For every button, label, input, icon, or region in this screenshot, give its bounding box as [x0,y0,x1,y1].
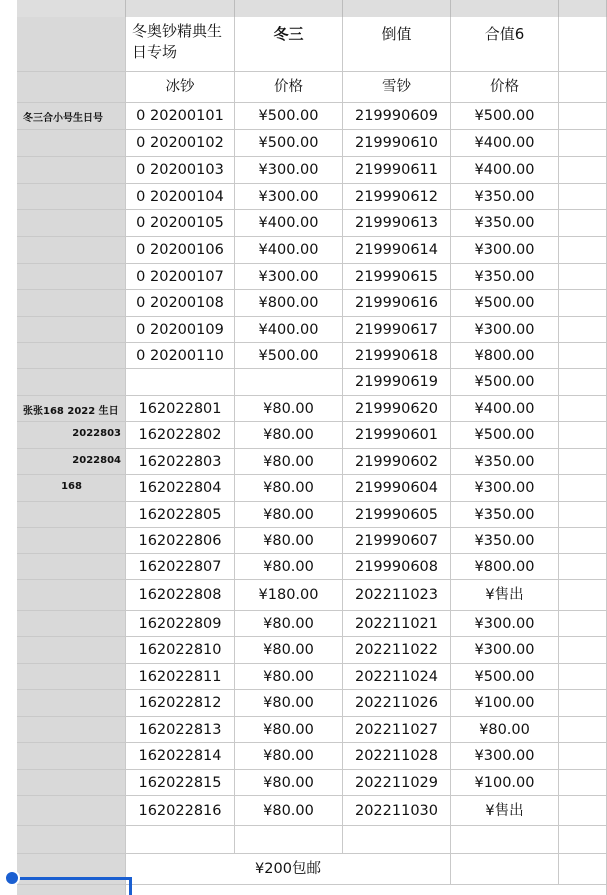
data-cell-d[interactable]: ¥300.00 [451,475,559,502]
column-header-c[interactable] [343,0,451,17]
label-cell[interactable] [17,580,126,611]
data-cell-a[interactable]: 0 20200102 [126,130,235,157]
data-cell-a[interactable]: 162022815 [126,770,235,796]
data-cell-c[interactable]: 219990616 [343,290,451,317]
data-cell-a[interactable] [126,369,235,396]
data-cell-d[interactable]: ¥300.00 [451,743,559,770]
data-cell-b[interactable]: ¥500.00 [235,130,343,157]
label-cell[interactable] [17,449,126,475]
data-cell-d[interactable]: ¥500.00 [451,369,559,396]
data-cell-e[interactable] [559,611,607,637]
data-cell-e[interactable] [559,369,607,396]
data-cell-c[interactable]: 219990614 [343,237,451,264]
data-cell-a[interactable]: 162022806 [126,528,235,554]
data-cell-c[interactable]: 202211030 [343,796,451,826]
data-cell-e[interactable] [559,210,607,237]
data-cell-a[interactable]: 162022802 [126,422,235,449]
label-cell[interactable] [17,130,126,157]
label-cell-header[interactable] [17,17,126,72]
data-cell-b[interactable]: ¥400.00 [235,210,343,237]
label-cell[interactable] [17,396,126,422]
data-cell-e[interactable] [559,130,607,157]
data-cell-a[interactable]: 0 20200101 [126,103,235,130]
subheader-c[interactable]: 雪钞 [343,72,451,103]
column-header-e[interactable] [559,0,607,17]
shipping-cell[interactable]: ¥200包邮 [126,854,451,885]
data-cell-e[interactable] [559,343,607,369]
data-cell-c[interactable]: 202211021 [343,611,451,637]
data-cell-b[interactable]: ¥80.00 [235,422,343,449]
data-cell-a[interactable]: 162022803 [126,449,235,475]
label-cell-subheader[interactable] [17,72,126,103]
data-cell-c[interactable]: 219990602 [343,449,451,475]
label-cell[interactable] [17,528,126,554]
label-cell[interactable] [17,502,126,528]
data-cell-a[interactable]: 0 20200104 [126,184,235,210]
data-cell-e[interactable] [559,103,607,130]
row-side-label: 冬三合小号生日号 [23,113,103,124]
footer-shipping-e[interactable] [559,854,607,885]
label-cell[interactable] [17,369,126,396]
data-cell-a[interactable]: 162022809 [126,611,235,637]
data-cell-e[interactable] [559,580,607,611]
data-cell-c[interactable]: 219990605 [343,502,451,528]
data-cell-b[interactable]: ¥80.00 [235,554,343,580]
data-cell-a[interactable]: 162022810 [126,637,235,664]
data-cell-d[interactable]: ¥300.00 [451,611,559,637]
data-cell-b[interactable]: ¥500.00 [235,343,343,369]
data-cell-c[interactable]: 219990615 [343,264,451,290]
data-cell-c[interactable]: 219990617 [343,317,451,343]
data-cell-b[interactable]: ¥400.00 [235,237,343,264]
data-cell-d[interactable]: ¥350.00 [451,210,559,237]
data-cell-d[interactable]: ¥300.00 [451,317,559,343]
data-cell-d[interactable]: ¥300.00 [451,237,559,264]
footer-blank-e[interactable] [559,826,607,854]
column-header-a[interactable] [126,0,235,17]
data-cell-b[interactable]: ¥80.00 [235,690,343,717]
data-cell-e[interactable] [559,237,607,264]
data-cell-e[interactable] [559,637,607,664]
footer-blank-b[interactable] [235,826,343,854]
data-cell-c[interactable]: 219990608 [343,554,451,580]
label-cell[interactable] [17,264,126,290]
data-cell-d[interactable]: ¥500.00 [451,103,559,130]
data-cell-a[interactable]: 162022801 [126,396,235,422]
data-cell-e[interactable] [559,664,607,690]
header-col-c[interactable]: 倒值 [343,17,451,72]
label-cell[interactable] [17,237,126,264]
data-cell-e[interactable] [559,264,607,290]
data-cell-d[interactable]: ¥100.00 [451,690,559,717]
data-cell-d[interactable]: ¥100.00 [451,770,559,796]
subheader-e[interactable] [559,72,607,103]
data-cell-b[interactable]: ¥300.00 [235,157,343,184]
left-margin [0,0,17,895]
data-cell-e[interactable] [559,422,607,449]
data-cell-a[interactable]: 162022804 [126,475,235,502]
subheader-a[interactable]: 冰钞 [126,72,235,103]
label-cell[interactable] [17,743,126,770]
data-cell-c[interactable]: 219990601 [343,422,451,449]
footer-blank-c[interactable] [343,826,451,854]
header-col-d[interactable]: 合值6 [451,17,559,72]
row-side-label: 168 [61,481,82,492]
label-cell-footer-blank[interactable] [17,826,126,854]
label-cell[interactable] [17,770,126,796]
label-cell[interactable] [17,554,126,580]
data-cell-c[interactable]: 202211028 [343,743,451,770]
data-cell-c[interactable]: 219990607 [343,528,451,554]
data-cell-c[interactable]: 219990618 [343,343,451,369]
selection-border-vertical [129,877,132,895]
data-cell-b[interactable]: ¥80.00 [235,475,343,502]
data-cell-c[interactable]: 219990613 [343,210,451,237]
data-cell-b[interactable]: ¥80.00 [235,611,343,637]
data-cell-b[interactable]: ¥500.00 [235,103,343,130]
data-cell-d[interactable]: ¥500.00 [451,664,559,690]
data-cell-e[interactable] [559,396,607,422]
data-cell-d[interactable]: ¥350.00 [451,449,559,475]
data-cell-d[interactable]: ¥500.00 [451,422,559,449]
data-cell-e[interactable] [559,770,607,796]
label-cell[interactable] [17,210,126,237]
label-cell[interactable] [17,317,126,343]
data-cell-e[interactable] [559,690,607,717]
data-cell-d[interactable]: ¥售出 [451,580,559,611]
bottom-partial-row[interactable] [126,885,607,895]
row-side-label: 2022803 [72,428,121,439]
selection-border [17,877,131,880]
label-cell[interactable] [17,717,126,743]
data-cell-d[interactable]: ¥350.00 [451,502,559,528]
subheader-d[interactable]: 价格 [451,72,559,103]
data-cell-e[interactable] [559,796,607,826]
data-cell-e[interactable] [559,528,607,554]
data-cell-c[interactable]: 219990610 [343,130,451,157]
data-cell-b[interactable]: ¥800.00 [235,290,343,317]
label-cell[interactable] [17,184,126,210]
footer-shipping-d[interactable] [451,854,559,885]
data-cell-e[interactable] [559,717,607,743]
data-cell-c[interactable]: 202211027 [343,717,451,743]
data-cell-b[interactable]: ¥300.00 [235,264,343,290]
data-cell-e[interactable] [559,290,607,317]
data-cell-d[interactable]: ¥350.00 [451,528,559,554]
data-cell-d[interactable]: ¥80.00 [451,717,559,743]
data-cell-a[interactable]: 162022808 [126,580,235,611]
data-cell-c[interactable]: 219990611 [343,157,451,184]
data-cell-c[interactable]: 202211029 [343,770,451,796]
data-cell-b[interactable] [235,369,343,396]
data-cell-a[interactable]: 162022805 [126,502,235,528]
header-col-b[interactable]: 冬三 [235,17,343,72]
data-cell-a[interactable]: 0 20200106 [126,237,235,264]
data-cell-c[interactable]: 219990612 [343,184,451,210]
data-cell-b[interactable]: ¥80.00 [235,449,343,475]
column-header-d[interactable] [451,0,559,17]
data-cell-e[interactable] [559,743,607,770]
data-cell-d[interactable]: ¥500.00 [451,290,559,317]
data-cell-a[interactable]: 0 20200110 [126,343,235,369]
label-cell[interactable] [17,422,126,449]
label-cell[interactable] [17,611,126,637]
row-side-label: 2022804 [72,455,121,466]
data-cell-a[interactable]: 0 20200103 [126,157,235,184]
data-cell-a[interactable]: 0 20200108 [126,290,235,317]
data-cell-d[interactable]: ¥800.00 [451,554,559,580]
data-cell-d[interactable]: ¥售出 [451,796,559,826]
data-cell-c[interactable]: 202211026 [343,690,451,717]
label-cell[interactable] [17,664,126,690]
selection-handle-icon[interactable] [4,870,20,886]
column-header-label[interactable] [17,0,126,17]
label-cell[interactable] [17,290,126,317]
data-cell-b[interactable]: ¥300.00 [235,184,343,210]
subheader-b[interactable]: 价格 [235,72,343,103]
data-cell-c[interactable]: 202211024 [343,664,451,690]
data-cell-d[interactable]: ¥800.00 [451,343,559,369]
data-cell-b[interactable]: ¥80.00 [235,770,343,796]
data-cell-a[interactable]: 162022813 [126,717,235,743]
data-cell-c[interactable]: 219990619 [343,369,451,396]
data-cell-b[interactable]: ¥80.00 [235,637,343,664]
data-cell-c[interactable]: 219990604 [343,475,451,502]
row-side-label: 张张168 2022 生日 [23,406,119,417]
data-cell-a[interactable]: 0 20200107 [126,264,235,290]
data-cell-e[interactable] [559,554,607,580]
data-cell-a[interactable]: 162022807 [126,554,235,580]
data-cell-b[interactable]: ¥80.00 [235,796,343,826]
data-cell-a[interactable]: 0 20200109 [126,317,235,343]
data-cell-d[interactable]: ¥400.00 [451,157,559,184]
data-cell-d[interactable]: ¥400.00 [451,396,559,422]
data-cell-e[interactable] [559,317,607,343]
header-col-e[interactable] [559,17,607,72]
data-cell-c[interactable]: 219990620 [343,396,451,422]
data-cell-e[interactable] [559,475,607,502]
data-cell-a[interactable]: 162022814 [126,743,235,770]
data-cell-b[interactable]: ¥400.00 [235,317,343,343]
label-cell[interactable] [17,690,126,717]
data-cell-a[interactable]: 0 20200105 [126,210,235,237]
data-cell-a[interactable]: 162022816 [126,796,235,826]
data-cell-e[interactable] [559,157,607,184]
label-cell[interactable] [17,637,126,664]
label-cell[interactable] [17,103,126,130]
label-cell-footer-shipping[interactable] [17,854,126,885]
data-cell-b[interactable]: ¥80.00 [235,528,343,554]
data-cell-e[interactable] [559,502,607,528]
data-cell-e[interactable] [559,184,607,210]
footer-blank-d[interactable] [451,826,559,854]
data-cell-d[interactable]: ¥350.00 [451,184,559,210]
data-cell-b[interactable]: ¥80.00 [235,717,343,743]
label-cell[interactable] [17,157,126,184]
data-cell-a[interactable]: 162022811 [126,664,235,690]
data-cell-d[interactable]: ¥300.00 [451,637,559,664]
data-cell-b[interactable]: ¥80.00 [235,743,343,770]
title-cell[interactable]: 冬奥钞精典生日专场 [126,17,235,72]
data-cell-b[interactable]: ¥80.00 [235,502,343,528]
label-cell[interactable] [17,475,126,502]
data-cell-c[interactable]: 219990609 [343,103,451,130]
data-cell-e[interactable] [559,449,607,475]
label-cell[interactable] [17,343,126,369]
data-cell-b[interactable]: ¥80.00 [235,664,343,690]
label-cell-bottom[interactable] [17,885,126,895]
label-cell[interactable] [17,796,126,826]
data-cell-d[interactable]: ¥350.00 [451,264,559,290]
data-cell-c[interactable]: 202211023 [343,580,451,611]
data-cell-a[interactable]: 162022812 [126,690,235,717]
data-cell-c[interactable]: 202211022 [343,637,451,664]
footer-blank-a[interactable] [126,826,235,854]
column-header-b[interactable] [235,0,343,17]
data-cell-b[interactable]: ¥80.00 [235,396,343,422]
data-cell-b[interactable]: ¥180.00 [235,580,343,611]
data-cell-d[interactable]: ¥400.00 [451,130,559,157]
